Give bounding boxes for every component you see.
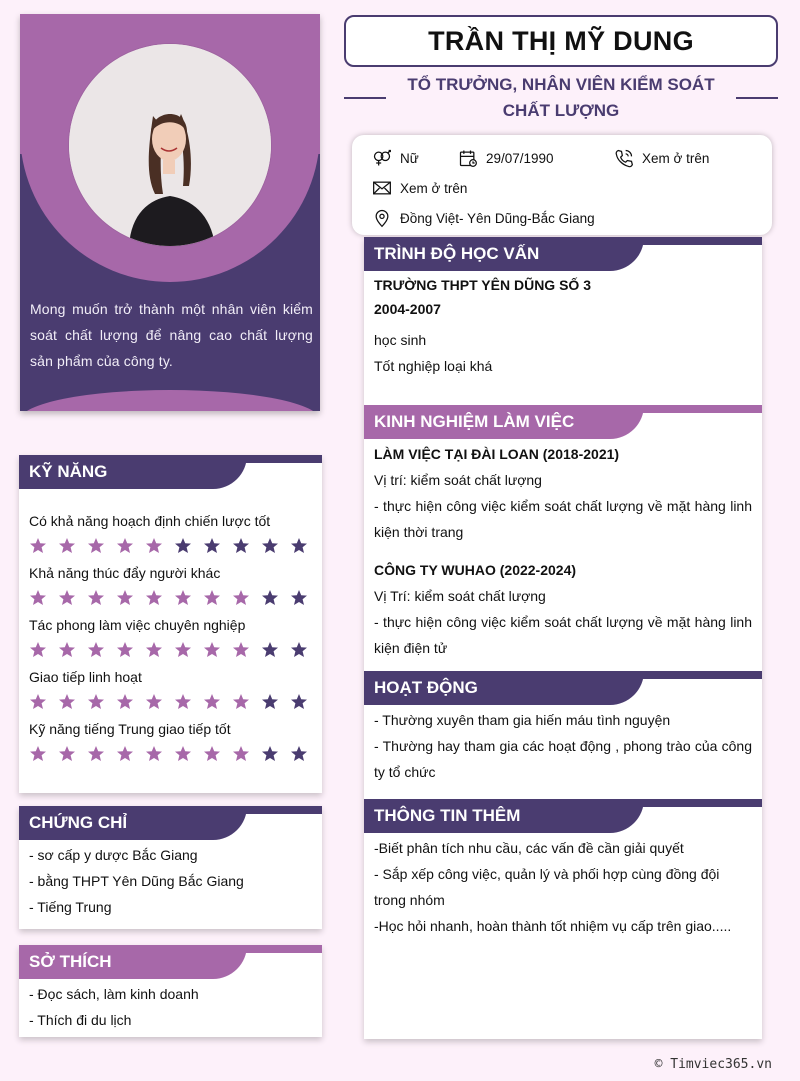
star-filled-icon [87,745,105,762]
education-section [364,271,762,405]
star-filled-icon [203,641,221,658]
job-description: - thực hiện công việc kiểm soát chất lượng về mặt hàng linh kiện điện tử [374,614,752,656]
star-filled-icon [116,745,134,762]
star-filled-icon [116,537,134,554]
star-filled-icon [87,641,105,658]
star-filled-icon [87,693,105,710]
star-filled-icon [58,641,76,658]
job-title: TỔ TRƯỞNG, NHÂN VIÊN KIỂM SOÁT CHẤT LƯỢNG [407,75,715,120]
list-item: - sơ cấp y dược Bắc Giang [29,847,198,863]
extra-info-header [364,799,762,833]
birthday-item [458,148,554,168]
avatar [69,44,271,246]
list-item: -Biết phân tích nhu cầu, các vấn đề cần giải quyết [374,840,684,856]
star-filled-icon [116,641,134,658]
star-empty-icon [261,745,279,762]
title-rule-left [344,97,386,99]
star-filled-icon [87,589,105,606]
certificates-header [19,806,322,840]
skill-rating [29,693,322,710]
skills-panel [19,455,322,793]
star-empty-icon [290,745,308,762]
star-empty-icon [174,537,192,554]
email-item [372,178,467,198]
job-company: CÔNG TY WUHAO (2022-2024) [374,562,577,578]
school-role: học sinh [374,332,427,348]
title-rule-right [736,97,778,99]
star-empty-icon [290,693,308,710]
gender-value: Nữ [400,150,419,166]
certificates-title: CHỨNG CHỈ [19,806,247,840]
contact-card [352,135,772,235]
star-empty-icon [203,537,221,554]
skills-title: KỸ NĂNG [19,455,247,489]
star-filled-icon [58,745,76,762]
star-filled-icon [174,693,192,710]
extra-info-title: THÔNG TIN THÊM [364,799,644,833]
hobbies-title: SỞ THÍCH [19,945,247,979]
star-filled-icon [29,693,47,710]
star-filled-icon [174,641,192,658]
star-filled-icon [203,589,221,606]
star-empty-icon [290,589,308,606]
school-name: TRƯỜNG THPT YÊN DŨNG SỐ 3 [374,277,591,293]
star-filled-icon [87,537,105,554]
star-empty-icon [290,641,308,658]
list-item: - Tiếng Trung [29,899,112,915]
star-filled-icon [203,693,221,710]
birthday-value: 29/07/1990 [486,150,554,166]
list-item: -Học hỏi nhanh, hoàn thành tốt nhiệm vụ cấp trên giao..... [374,918,732,934]
skill-label: Có khả năng hoạch định chiến lược tốt [29,513,271,529]
footer-credit: © Timviec365.vn [654,1057,772,1072]
education-title: TRÌNH ĐỘ HỌC VẤN [364,237,644,271]
address-item [372,208,595,228]
skills-list [19,489,322,762]
phone-item [614,148,709,168]
list-item: - Thường xuyên tham gia hiến máu tình nguyện [374,712,671,728]
address-value: Đồng Việt- Yên Dũng-Bắc Giang [400,210,595,226]
skill-label: Kỹ năng tiếng Trung giao tiếp tốt [29,721,231,737]
full-name: TRẦN THỊ MỸ DUNG [428,25,694,56]
experience-header [364,405,762,439]
location-pin-icon [372,208,392,228]
job-company: LÀM VIỆC TẠI ĐÀI LOAN (2018-2021) [374,446,620,462]
main-panel [364,237,762,1039]
star-filled-icon [232,641,250,658]
star-filled-icon [203,745,221,762]
star-empty-icon [261,537,279,554]
skill-rating [29,745,322,762]
star-filled-icon [232,745,250,762]
gender-item [372,148,419,168]
star-filled-icon [29,589,47,606]
certificates-panel [19,806,322,929]
star-empty-icon [290,537,308,554]
star-filled-icon [145,745,163,762]
star-filled-icon [145,641,163,658]
hobbies-panel [19,945,322,1037]
email-value: Xem ở trên [400,180,468,196]
career-objective: Mong muốn trở thành một nhân viên kiểm soát chất lượng để nâng cao chất lượng sản phẩm của công ty. [30,301,313,369]
hobbies-header [19,945,322,979]
profile-card [20,14,320,411]
profile-bottom-arc [20,390,320,411]
hobbies-list [19,979,322,1033]
experience-section [364,439,762,671]
calendar-icon [458,148,478,168]
list-item: - Sắp xếp công việc, quản lý và phối hợp cùng đồng đội trong nhóm [374,866,720,908]
list-item: - Đọc sách, làm kinh doanh [29,986,199,1002]
skill-label: Tác phong làm việc chuyên nghiệp [29,617,246,633]
list-item: - Thích đi du lịch [29,1012,132,1028]
certificates-list [19,840,322,920]
list-item: - Thường hay tham gia các hoạt động , phong trào của công ty tổ chức [374,738,752,780]
star-filled-icon [232,589,250,606]
star-filled-icon [116,589,134,606]
activities-title: HOẠT ĐỘNG [364,671,644,705]
star-filled-icon [29,745,47,762]
skill-label: Giao tiếp linh hoạt [29,669,142,685]
gender-icon [372,148,392,168]
activities-header [364,671,762,705]
name-box [344,15,778,67]
star-filled-icon [29,641,47,658]
star-filled-icon [58,589,76,606]
star-filled-icon [116,693,134,710]
education-header [364,237,762,271]
skill-label: Khả năng thúc đẩy người khác [29,565,221,581]
star-filled-icon [145,537,163,554]
skill-rating [29,589,322,606]
star-filled-icon [58,693,76,710]
school-years: 2004-2007 [374,301,441,317]
star-empty-icon [261,641,279,658]
job-position: Vị trí: kiểm soát chất lượng [374,472,542,488]
job-description: - thực hiện công việc kiểm soát chất lượng về mặt hàng linh kiện thời trang [374,498,752,540]
skill-rating [29,537,322,554]
skills-header [19,455,322,489]
skill-rating [29,641,322,658]
phone-value: Xem ở trên [642,150,710,166]
star-filled-icon [174,589,192,606]
star-empty-icon [261,693,279,710]
star-empty-icon [232,537,250,554]
extra-info-section [364,833,762,939]
phone-icon [614,148,634,168]
star-filled-icon [174,745,192,762]
job-position: Vị Trí: kiểm soát chất lượng [374,588,546,604]
envelope-icon [372,178,392,198]
star-filled-icon [29,537,47,554]
activities-section [364,705,762,799]
star-filled-icon [232,693,250,710]
star-filled-icon [145,693,163,710]
star-filled-icon [145,589,163,606]
experience-title: KINH NGHIỆM LÀM VIỆC [364,405,644,439]
star-empty-icon [261,589,279,606]
school-result: Tốt nghiệp loại khá [374,358,493,374]
star-filled-icon [58,537,76,554]
list-item: - bằng THPT Yên Dũng Bắc Giang [29,873,244,889]
